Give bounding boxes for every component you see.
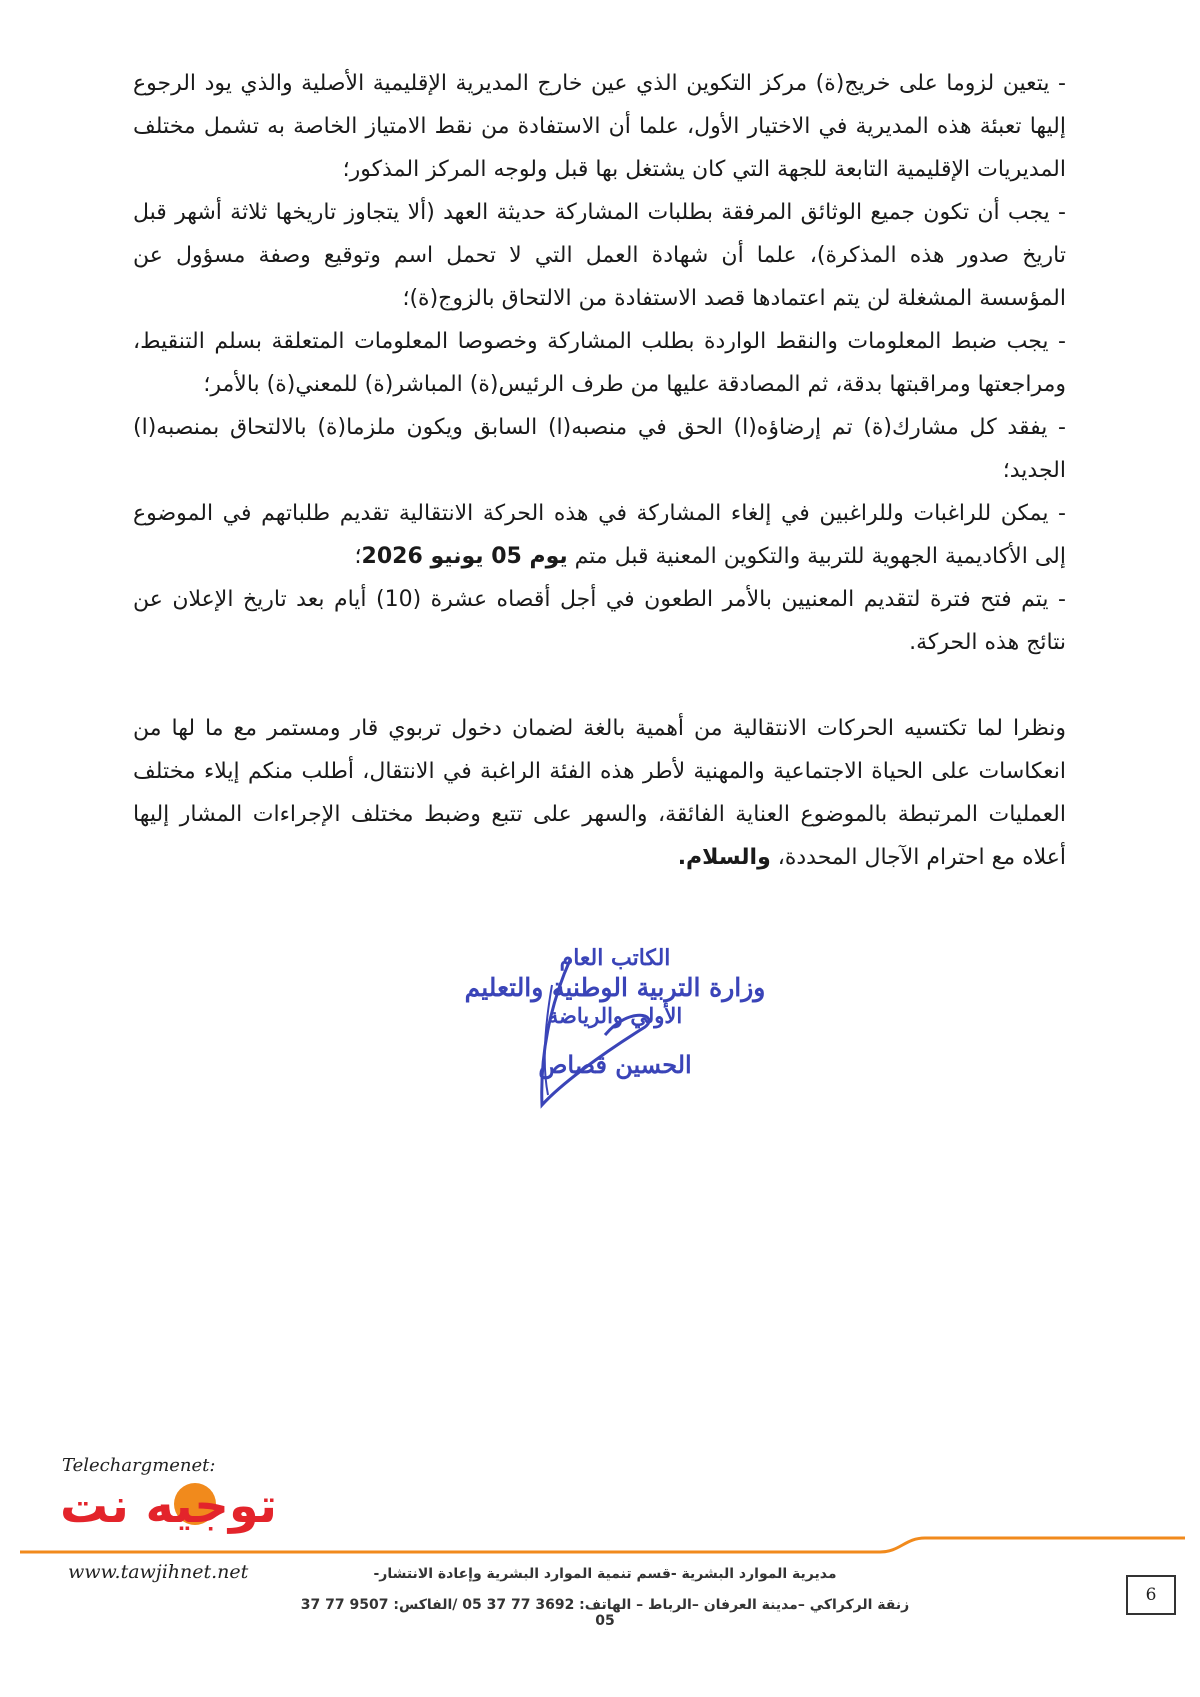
paragraph-2: - يجب أن تكون جميع الوثائق المرفقة بطلبات المشاركة حديثة العهد (ألا يتجاوز تاريخها ثلاثة أشهر قبل تاريخ صدور هذه المذكرة)، علما أن شهادة العمل التي لا تحمل اسم وتوقيع وصفة مسؤول عن المؤسسة المشغلة لن يتم اعتمادها قصد الاستفادة من الالتحاق بالزوج(ة)؛	[133, 200, 1066, 311]
closing-text: ونظرا لما تكتسيه الحركات الانتقالية من أهمية بالغة لضمان دخول تربوي قار ومستمر مع ما لها من انعكاسات على الحياة الاجتماعية والمهنية لأطر هذه الفئة الراغبة في الانتقال، أطلب منكم إيلاء مختلف العمليات المرتبطة بالموضوع العناية الفائقة، والسهر على تتبع وضبط مختلف الإجراءات المشار إليها أعلاه مع احترام الآجال المحددة،	[133, 716, 1066, 870]
paragraph-5-text: - يمكن للراغبات وللراغبين في إلغاء المشاركة في هذه الحركة الانتقالية تقديم طلباتهم في الموضوع إلى الأكاديمية الجهوية للتربية والتكوين المعنية قبل متم	[133, 501, 1066, 569]
footer-divider	[0, 1530, 1200, 1560]
paragraph-5	[133, 492, 1066, 578]
deadline-date: يوم 05 يونيو 2026	[361, 544, 568, 569]
signature-ministry: وزارة التربية الوطنية والتعليم	[464, 973, 766, 1002]
paragraph-3: - يجب ضبط المعلومات والنقط الواردة بطلب المشاركة وخصوصا المعلومات المتعلقة بسلم التنقيط، ومراجعتها ومراقبتها بدقة، ثم المصادقة عليها من طرف الرئيس(ة) المباشر(ة) للمعني(ة) بالأمر؛	[133, 329, 1066, 397]
footer-department: مديرية الموارد البشرية -قسم تنمية الموارد البشرية وإعادة الانتشار-	[373, 1566, 837, 1582]
signature-ministry-2: الأولي والرياضة	[547, 1003, 683, 1028]
signature-stamp	[430, 945, 800, 1115]
footer-contact: زنقة الركراكي –مدينة العرفان –الرباط – الهاتف: 3692 77 37 05 /الفاكس: 9507 77 37 05	[300, 1597, 910, 1629]
site-url[interactable]: www.tawjihnet.net	[68, 1561, 249, 1583]
signature-title: الكاتب العام	[559, 945, 671, 971]
signature-name: الحسين قصاص	[538, 1050, 692, 1079]
logo-caption: Telechargmenet:	[62, 1455, 216, 1476]
letter-body	[133, 62, 1066, 879]
paragraph-6: - يتم فتح فترة لتقديم المعنيين بالأمر الطعون في أجل أقصاه عشرة (10) أيام بعد تاريخ الإعلان عن نتائج هذه الحركة.	[133, 587, 1066, 655]
handwritten-signature-icon	[430, 945, 800, 1115]
paragraph-4: - يفقد كل مشارك(ة) تم إرضاؤه(ا) الحق في منصبه(ا) السابق ويكون ملزما(ة) بالالتحاق بمنصبه(ا) الجديد؛	[133, 415, 1066, 483]
salutation: والسلام.	[677, 845, 771, 870]
paragraph-1: - يتعين لزوما على خريج(ة) مركز التكوين الذي عين خارج المديرية الإقليمية الأصلية والذي يود الرجوع إليها تعبئة هذه المديرية في الاختيار الأول، علما أن الاستفادة من نقط الامتياز الخاصة به تشمل مختلف المديريات الإقليمية التابعة للجهة التي كان يشتغل بها قبل ولوجه المركز المذكور؛	[133, 71, 1066, 182]
page-number: 6	[1126, 1575, 1176, 1615]
site-logo: توجيه نت	[60, 1478, 277, 1534]
paragraph-5-end: ؛	[354, 544, 362, 569]
closing-paragraph	[133, 707, 1066, 879]
